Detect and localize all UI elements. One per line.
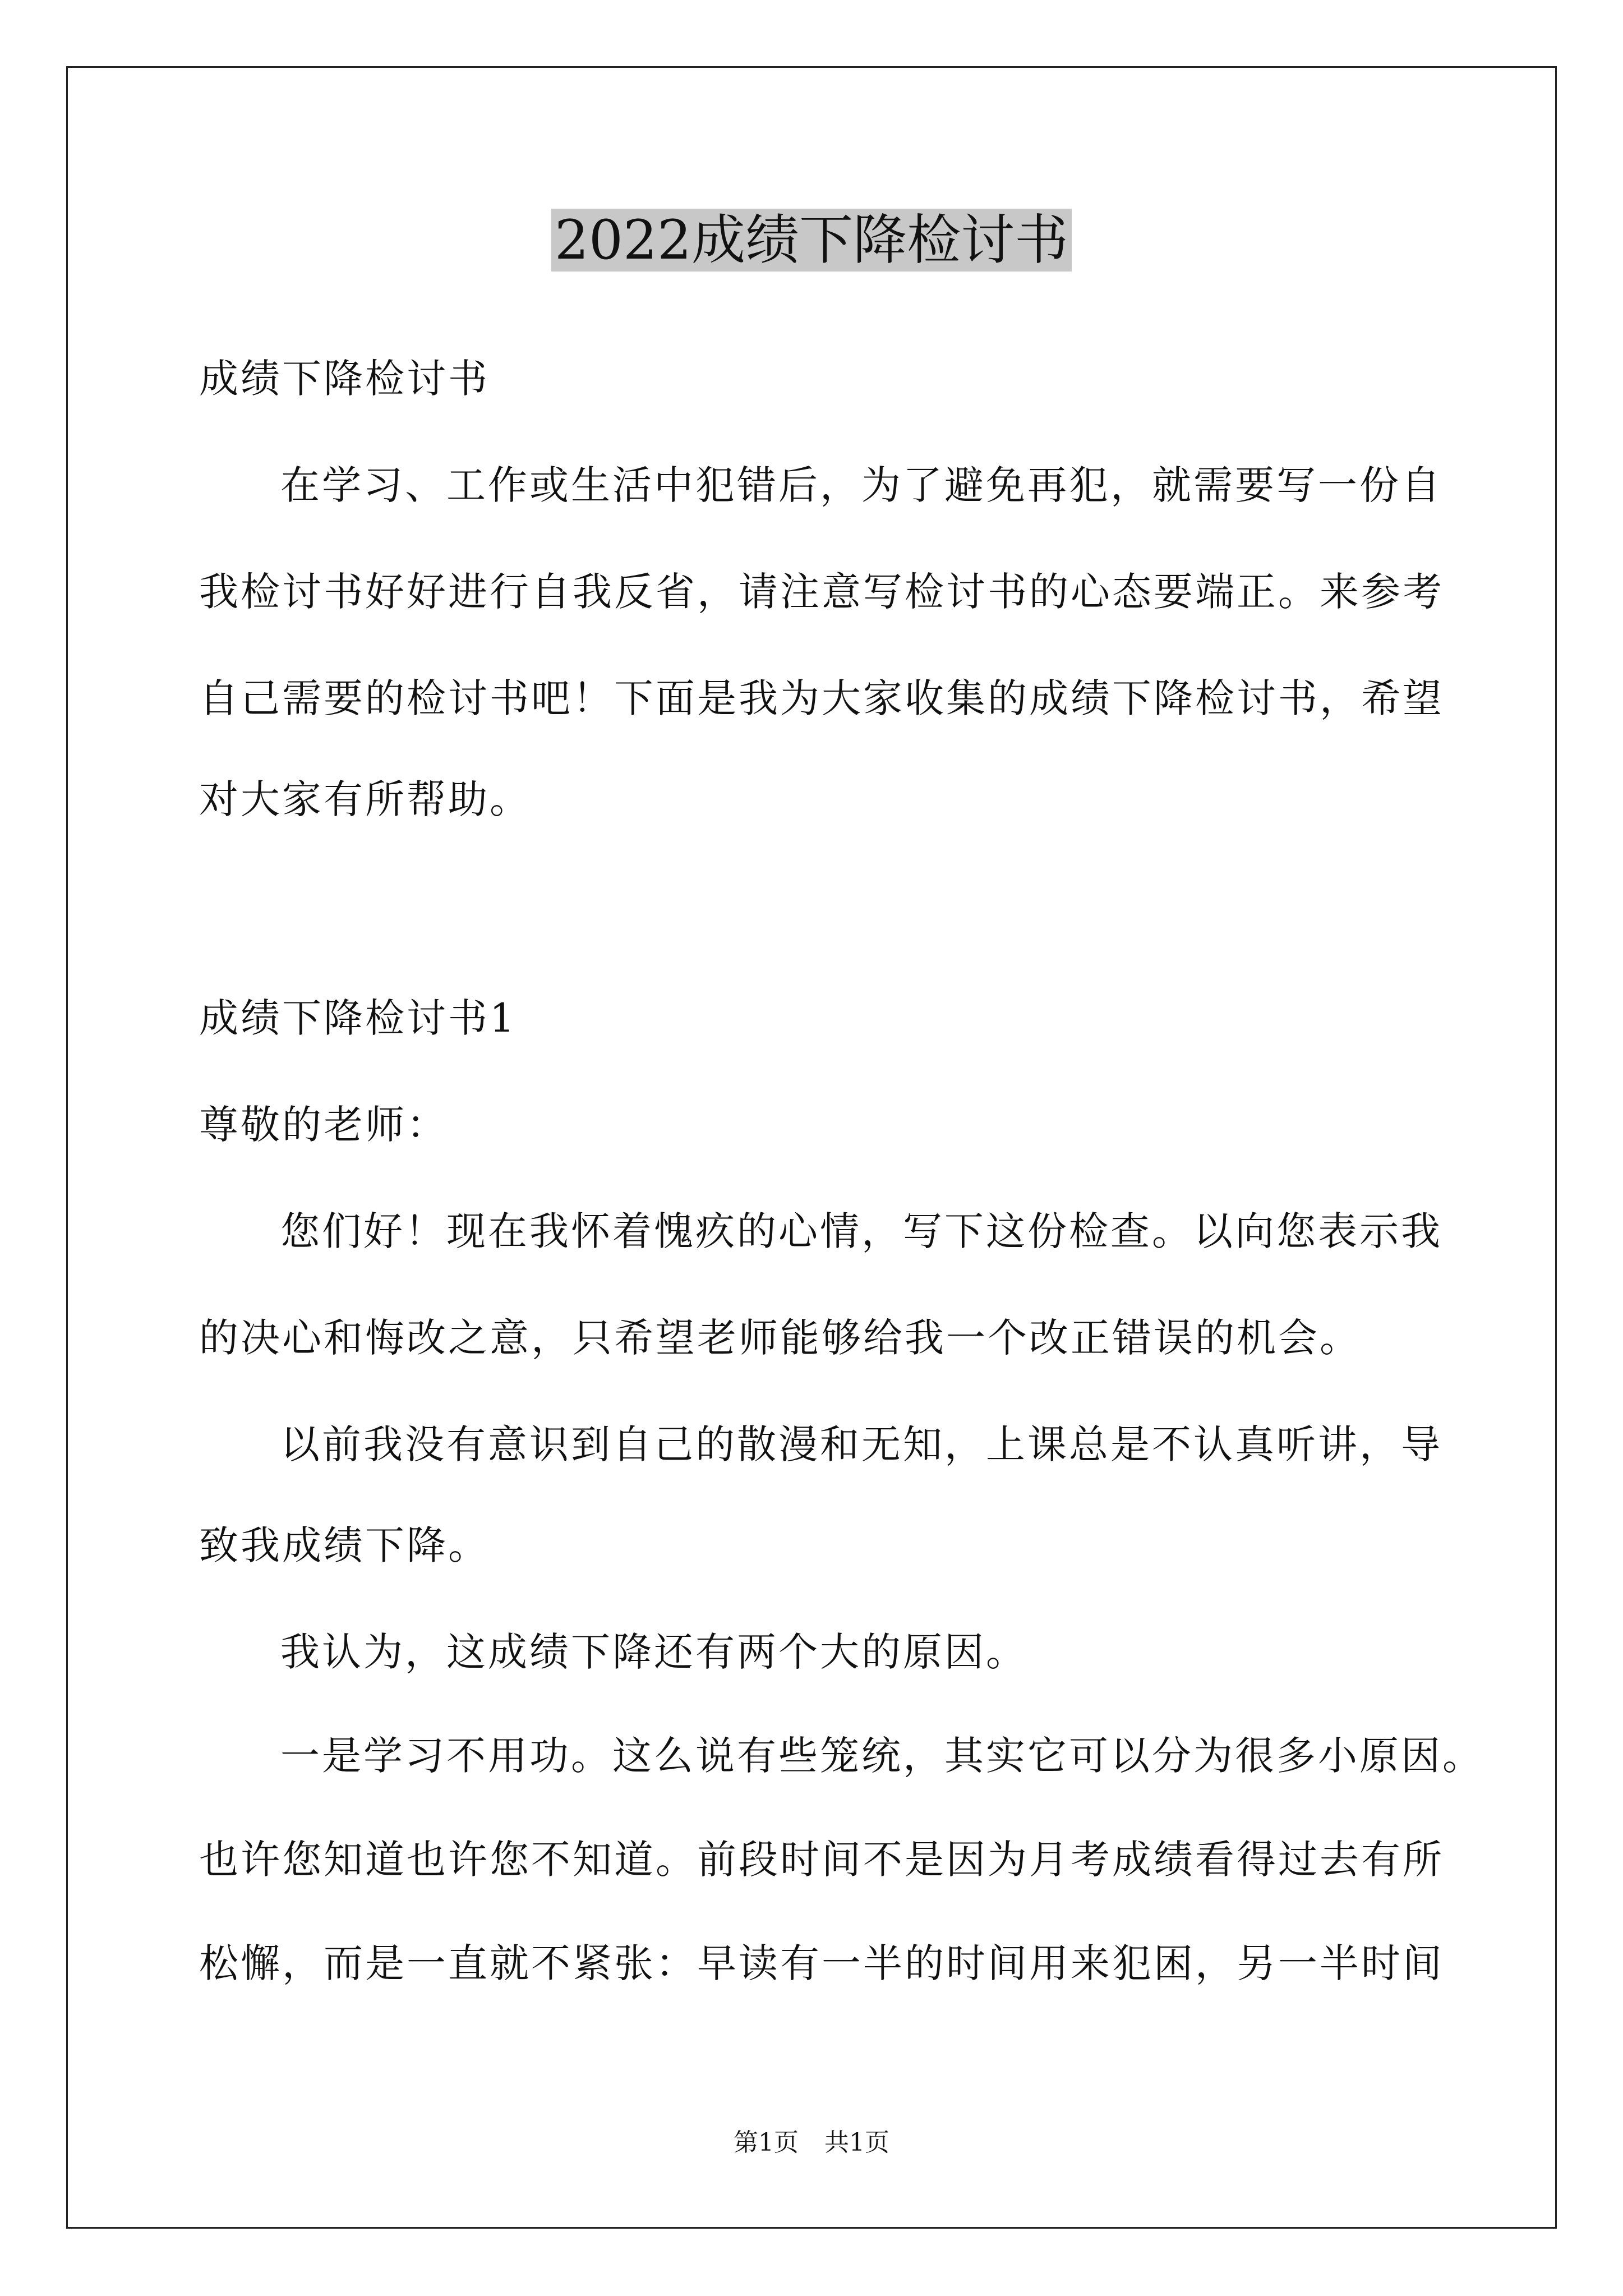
intro-line-4: 对大家有所帮助。 (199, 776, 531, 822)
body-line-3: 以前我没有意识到自己的散漫和无知，上课总是不认真听讲，导 (280, 1421, 1442, 1467)
body-line-1: 您们好！现在我怀着愧疚的心情，写下这份检查。以向您表示我 (280, 1208, 1442, 1254)
body-line-5: 我认为，这成绩下降还有两个大的原因。 (280, 1629, 1027, 1675)
section-heading: 成绩下降检讨书 (199, 356, 490, 402)
body-line-4: 致我成绩下降。 (199, 1522, 490, 1568)
document-title-text: 2022成绩下降检讨书 (551, 209, 1072, 272)
page-footer (0, 2123, 1623, 2162)
intro-line-1: 在学习、工作或生活中犯错后，为了避免再犯，就需要写一份自 (280, 462, 1442, 508)
salutation: 尊敬的老师： (199, 1102, 448, 1148)
intro-line-2: 我检讨书好好进行自我反省，请注意写检讨书的心态要端正。来参考 (199, 569, 1444, 615)
body-line-6: 一是学习不用功。这么说有些笼统，其实它可以分为很多小原因。 (280, 1733, 1484, 1779)
body-line-8: 松懈，而是一直就不紧张：早读有一半的时间用来犯困，另一半时间 (199, 1940, 1444, 1986)
body-line-2: 的决心和悔改之意，只希望老师能够给我一个改正错误的机会。 (199, 1315, 1361, 1361)
intro-line-3: 自己需要的检讨书吧！下面是我为大家收集的成绩下降检讨书，希望 (199, 675, 1444, 721)
letter-heading: 成绩下降检讨书1 (199, 995, 517, 1041)
page-total: 共1页 (824, 2128, 889, 2157)
document-title (0, 201, 1623, 279)
body-line-7: 也许您知道也许您不知道。前段时间不是因为月考成绩看得过去有所 (199, 1837, 1444, 1883)
page-number: 第1页 (734, 2128, 799, 2157)
